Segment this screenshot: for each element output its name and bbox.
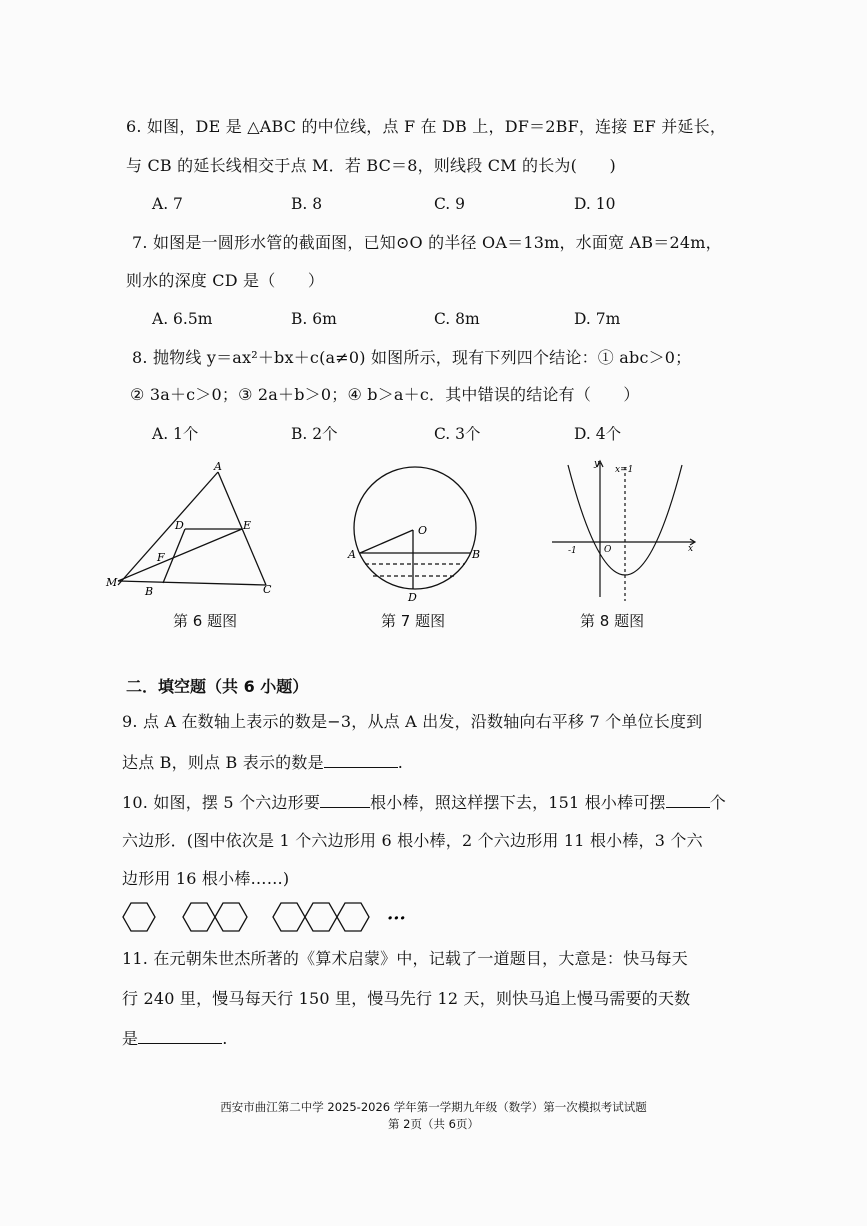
q8-option-d: D. 4个 <box>574 425 622 443</box>
fig6-label-b: B <box>145 585 154 598</box>
hexagon-pattern-figure <box>115 896 425 938</box>
q8-option-a: A. 1个 <box>152 425 199 443</box>
q7-option-d: D. 7m <box>574 310 621 328</box>
fig7-label-d: D <box>408 591 417 604</box>
section-2-title: 二．填空题（共 6 小题） <box>126 677 309 696</box>
q11-line2: 行 240 里，慢马每天行 150 里，慢马先行 12 天，则快马追上慢马需要的天数 <box>122 989 691 1008</box>
q10-answer-blank-2[interactable] <box>666 791 710 808</box>
q10-line3: 边形用 16 根小棒……) <box>122 869 290 888</box>
fig6-label-f: F <box>157 551 165 564</box>
q8-line2: ② 3a＋c＞0；③ 2a＋b＞0；④ b＞a＋c．其中错误的结论有（ ） <box>130 385 640 404</box>
q9-line2-end: . <box>397 753 404 772</box>
q8-option-b: B. 2个 <box>291 425 338 443</box>
fig6-label-e: E <box>243 519 252 532</box>
q9-line1: 9. 点 A 在数轴上表示的数是−3，从点 A 出发，沿数轴向右平移 7 个单位长度到 <box>122 712 703 731</box>
q8-line1: 8. 抛物线 y＝ax²＋bx＋c(a≠0) 如图所示，现有下列四个结论：① abc＞0； <box>132 348 692 367</box>
q11-answer-blank[interactable] <box>138 1027 222 1044</box>
q10-answer-blank-1[interactable] <box>320 791 370 808</box>
q7-option-c: C. 8m <box>434 310 480 328</box>
hexagon-ellipsis: ··· <box>387 908 406 929</box>
q10-line1-text-c: 个 <box>709 793 726 812</box>
q6-option-b: B. 8 <box>291 195 323 213</box>
fig7-label-a: A <box>348 548 356 561</box>
q11-line3-text: 是 <box>122 1029 139 1048</box>
q11-line3-end: . <box>222 1029 228 1048</box>
fig6-label-a: A <box>214 460 222 473</box>
q9-answer-blank[interactable] <box>324 751 398 768</box>
q10-line1 <box>122 791 726 814</box>
fig7-label-b: B <box>472 548 481 561</box>
fig8-caption: 第 8 题图 <box>580 612 645 630</box>
figure-6-triangle <box>100 455 300 605</box>
fig6-label-m: M <box>106 576 118 589</box>
q7-line1: 7. 如图是一圆形水管的截面图，已知⊙O 的半径 OA＝13m，水面宽 AB＝24m， <box>132 233 722 252</box>
hexagon-3-1 <box>273 903 305 931</box>
q7-option-a: A. 6.5m <box>152 310 213 328</box>
q7-option-b: B. 6m <box>291 310 337 328</box>
hexagon-3-3 <box>337 903 369 931</box>
fig8-label-neg1: -1 <box>568 546 577 556</box>
figure-7-pipe <box>340 460 490 610</box>
q6-line2: 与 CB 的延长线相交于点 M．若 BC＝8，则线段 CM 的长为( ) <box>126 156 616 175</box>
fig8-label-axis: x=1 <box>615 465 634 475</box>
fig6-label-d: D <box>175 519 184 532</box>
fig6-caption: 第 6 题图 <box>173 612 238 630</box>
footer-title: 西安市曲江第二中学 2025-2026 学年第一学期九年级（数学）第一次模拟考试试题 <box>220 1100 647 1114</box>
fig8-label-o: O <box>604 545 612 555</box>
q6-option-c: C. 9 <box>434 195 466 213</box>
fig6-label-c: C <box>263 583 272 596</box>
fig7-caption: 第 7 题图 <box>381 612 446 630</box>
q9-line2 <box>122 751 403 774</box>
figure-8-parabola <box>548 455 708 605</box>
fig8-label-x: x <box>688 544 694 554</box>
q6-line1: 6. 如图，DE 是 △ABC 的中位线，点 F 在 DB 上，DF＝2BF，连接 EF 并延长， <box>126 117 727 136</box>
q7-line2: 则水的深度 CD 是（ ） <box>126 271 325 290</box>
hexagon-2-2 <box>215 903 247 931</box>
fig7-label-o: O <box>418 524 428 537</box>
hexagon-1-1 <box>123 903 155 931</box>
hexagon-3-2 <box>305 903 337 931</box>
q10-line1-text-a: 10. 如图，摆 5 个六边形要 <box>122 793 321 812</box>
q11-line1: 11. 在元朝朱世杰所著的《算术启蒙》中，记载了一道题目，大意是：快马每天 <box>122 949 688 968</box>
q6-option-d: D. 10 <box>574 195 616 213</box>
q10-line1-text-b: 根小棒，照这样摆下去，151 根小棒可摆 <box>370 793 666 812</box>
q10-line2: 六边形．(图中依次是 1 个六边形用 6 根小棒，2 个六边形用 11 根小棒，3 个六 <box>122 831 703 850</box>
fig8-label-y: y <box>594 459 600 469</box>
footer-page-number: 第 2页（共 6页） <box>388 1117 479 1131</box>
q6-option-a: A. 7 <box>152 195 183 213</box>
hexagon-2-1 <box>183 903 215 931</box>
q8-option-c: C. 3个 <box>434 425 481 443</box>
q11-line3 <box>122 1027 228 1050</box>
q9-line2-text: 达点 B，则点 B 表示的数是 <box>122 753 324 772</box>
